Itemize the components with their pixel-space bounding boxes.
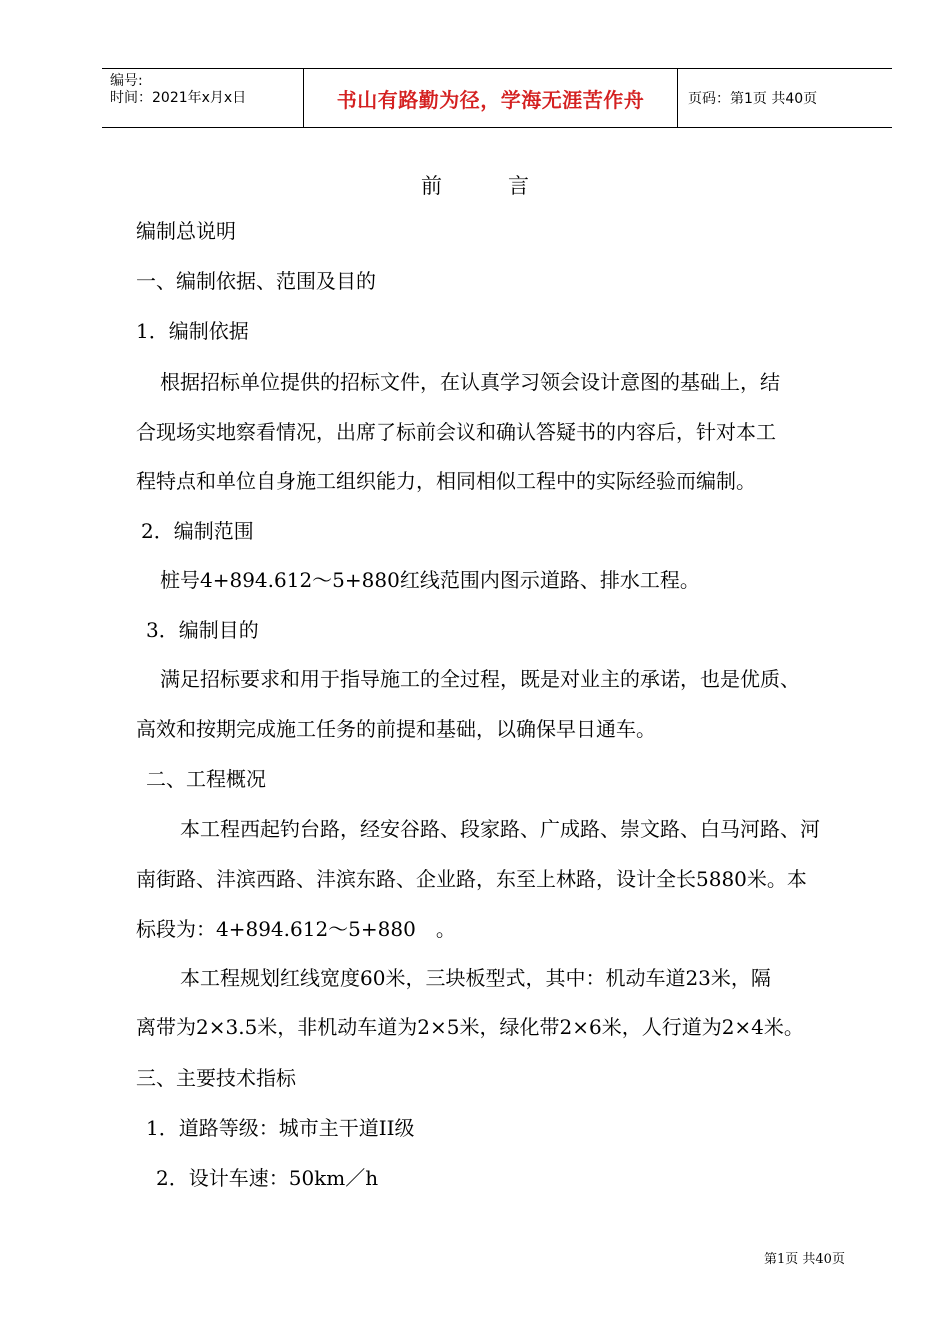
section-heading: 二、工程概况 xyxy=(146,767,266,791)
paragraph-line: 桩号4+894.612～5+880红线范围内图示道路、排水工程。 xyxy=(160,568,700,592)
paragraph-line: 本工程规划红线宽度60米，三块板型式，其中：机动车道23米，隔 xyxy=(180,966,771,990)
paragraph-line: 根据招标单位提供的招标文件，在认真学习领会设计意图的基础上，结 xyxy=(160,370,780,394)
page-footer: 第1页 共40页 xyxy=(764,1252,845,1267)
paragraph-line: 南街路、沣滨西路、沣滨东路、企业路，东至上林路，设计全长5880米。本 xyxy=(136,867,807,891)
section-heading: 三、主要技术指标 xyxy=(136,1066,296,1090)
paragraph-line: 合现场实地察看情况，出席了标前会议和确认答疑书的内容后，针对本工 xyxy=(136,420,776,444)
paragraph-line: 本工程西起钓台路，经安谷路、段家路、广成路、崇文路、白马河路、河 xyxy=(180,817,820,841)
subsection-heading: 2．编制范围 xyxy=(141,519,254,543)
subsection-heading: 1．编制依据 xyxy=(136,319,249,343)
section-heading: 编制总说明 xyxy=(136,219,236,243)
page-header xyxy=(102,68,892,128)
header-motto: 书山有路勤为径，学海无涯苦作舟 xyxy=(304,69,678,127)
paragraph-line: 标段为：4+894.612～5+880 。 xyxy=(136,917,456,941)
title-char-1: 前 xyxy=(421,174,442,198)
paragraph-line: 满足招标要求和用于指导施工的全过程，既是对业主的承诺，也是优质、 xyxy=(160,667,800,691)
section-heading: 一、编制依据、范围及目的 xyxy=(136,269,376,293)
paragraph-line: 离带为2×3.5米，非机动车道为2×5米，绿化带2×6米，人行道为2×4米。 xyxy=(136,1015,804,1039)
document-title xyxy=(0,170,950,200)
title-char-2: 言 xyxy=(508,174,529,198)
header-meta xyxy=(102,69,304,127)
header-page-info: 页码：第1页 共40页 xyxy=(688,91,818,107)
list-item: 1．道路等级：城市主干道II级 xyxy=(146,1116,415,1140)
time-label: 时间：2021年x月x日 xyxy=(110,90,247,106)
paragraph-line: 高效和按期完成施工任务的前提和基础，以确保早日通车。 xyxy=(136,717,656,741)
serial-label: 编号: xyxy=(110,73,143,89)
paragraph-line: 程特点和单位自身施工组织能力，相同相似工程中的实际经验而编制。 xyxy=(136,469,756,493)
subsection-heading: 3．编制目的 xyxy=(146,618,259,642)
list-item: 2．设计车速：50km／h xyxy=(156,1166,379,1190)
